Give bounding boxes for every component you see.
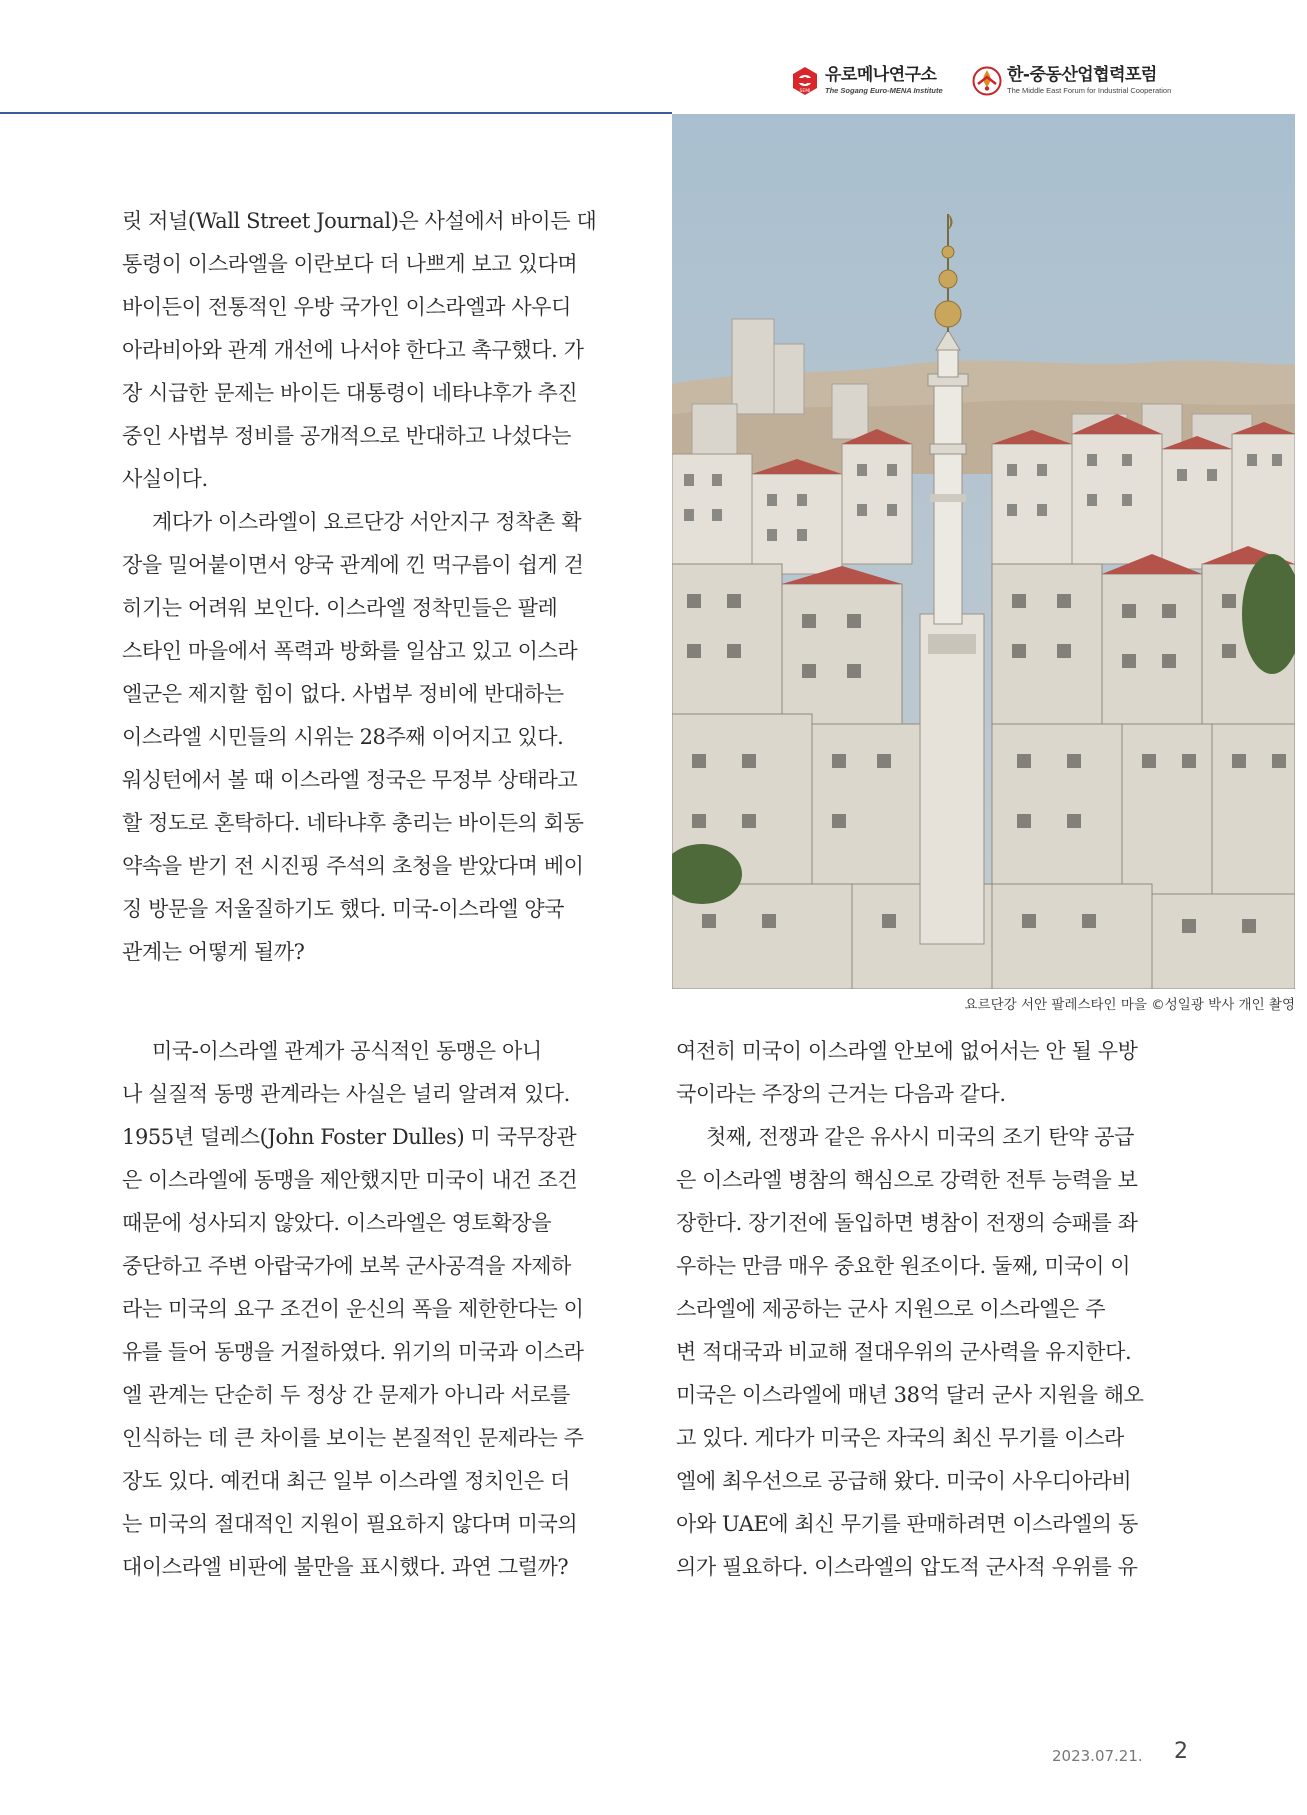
- text-line: 때문에 성사되지 않았다. 이스라엘은 영토확장을: [122, 1211, 552, 1235]
- text-line: 나 실질적 동맹 관계라는 사실은 널리 알려져 있다.: [122, 1082, 570, 1106]
- text-line: 아라비아와 관계 개선에 나서야 한다고 촉구했다. 가: [122, 338, 584, 362]
- text-line: 우하는 만큼 매우 중요한 원조이다. 둘째, 미국이 이: [676, 1254, 1131, 1278]
- text-line: 워싱턴에서 볼 때 이스라엘 정국은 무정부 상태라고: [122, 768, 578, 792]
- text-line: 장 시급한 문제는 바이든 대통령이 네타냐후가 추진: [122, 381, 578, 405]
- text-line: 인식하는 데 큰 차이를 보이는 본질적인 문제라는 주: [122, 1426, 584, 1450]
- text-line: 변 적대국과 비교해 절대우위의 군사력을 유지한다.: [676, 1340, 1132, 1364]
- institute-name: 유로메나연구소: [825, 65, 937, 86]
- text-line: 은 이스라엘 병참의 핵심으로 강력한 전투 능력을 보: [676, 1168, 1138, 1192]
- forum-logo: [972, 66, 1171, 96]
- text-line: 아와 UAE에 최신 무기를 판매하려면 이스라엘의 동: [676, 1512, 1138, 1536]
- text-line: 스타인 마을에서 폭력과 방화를 일삼고 있고 이스라: [122, 639, 578, 663]
- text-line: 국이라는 주장의 근거는 다음과 같다.: [676, 1082, 1006, 1106]
- text-line: 장도 있다. 예컨대 최근 일부 이스라엘 정치인은 더: [122, 1469, 570, 1493]
- text-line: 은 이스라엘에 동맹을 제안했지만 미국이 내건 조건: [122, 1168, 578, 1192]
- text-line: 미국은 이스라엘에 매년 38억 달러 군사 지원을 해오: [676, 1383, 1144, 1407]
- semi-logo-icon: [790, 66, 820, 96]
- text-line: 장을 밀어붙이면서 양국 관계에 낀 먹구름이 쉽게 걷: [122, 553, 584, 577]
- text-line: 히기는 어려워 보인다. 이스라엘 정착민들은 팔레: [122, 596, 558, 620]
- text-line: 할 정도로 혼탁하다. 네타냐후 총리는 바이든의 회동: [122, 811, 584, 835]
- svg-text:SEMI: SEMI: [799, 89, 811, 94]
- institute-subtitle: The Sogang Euro-MENA Institute: [825, 86, 943, 96]
- text-line: 미국-이스라엘 관계가 공식적인 동맹은 아니: [152, 1039, 542, 1063]
- text-line: 징 방문을 저울질하기도 했다. 미국-이스라엘 양국: [122, 897, 565, 921]
- text-line: 라는 미국의 요구 조건이 운신의 폭을 제한한다는 이: [122, 1297, 584, 1321]
- text-line: 사실이다.: [122, 467, 208, 491]
- left-column-top: [122, 200, 640, 974]
- text-line: 엘 관계는 단순히 두 정상 간 문제가 아니라 서로를: [122, 1383, 570, 1407]
- header-rule: [0, 112, 672, 114]
- text-line: 바이든이 전통적인 우방 국가인 이스라엘과 사우디: [122, 295, 571, 319]
- institute-logo: [790, 66, 943, 96]
- left-column-bottom: [122, 1030, 640, 1589]
- text-line: 계다가 이스라엘이 요르단강 서안지구 정착촌 확: [152, 510, 582, 534]
- text-line: 고 있다. 게다가 미국은 자국의 최신 무기를 이스라: [676, 1426, 1124, 1450]
- forum-emblem-icon: [972, 66, 1002, 96]
- text-line: 1955년 덜레스(John Foster Dulles) 미 국무장관: [122, 1125, 577, 1149]
- text-line: 여전히 미국이 이스라엘 안보에 없어서는 안 될 우방: [676, 1039, 1138, 1063]
- right-column: [676, 1030, 1190, 1589]
- text-line: 이스라엘 시민들의 시위는 28주째 이어지고 있다.: [122, 725, 564, 749]
- text-line: 는 미국의 절대적인 지원이 필요하지 않다며 미국의: [122, 1512, 578, 1536]
- photo-caption: 요르단강 서안 팔레스타인 마을 ©성일광 박사 개인 촬영: [964, 997, 1295, 1013]
- page-number: 2: [1174, 1739, 1188, 1764]
- text-line: 장한다. 장기전에 돌입하면 병참이 전쟁의 승패를 좌: [676, 1211, 1138, 1235]
- text-line: 엘에 최우선으로 공급해 왔다. 미국이 사우디아라비: [676, 1469, 1132, 1493]
- footer-date: 2023.07.21.: [1052, 1747, 1143, 1765]
- text-line: 관계는 어떻게 될까?: [122, 940, 305, 964]
- text-line: 첫째, 전쟁과 같은 유사시 미국의 조기 탄약 공급: [706, 1125, 1135, 1149]
- text-line: 통령이 이스라엘을 이란보다 더 나쁘게 보고 있다며: [122, 252, 578, 276]
- forum-subtitle: The Middle East Forum for Industrial Cooperation: [1007, 86, 1172, 96]
- palestinian-village-image: [672, 114, 1295, 989]
- text-line: 의가 필요하다. 이스라엘의 압도적 군사적 우위를 유: [676, 1555, 1138, 1579]
- text-line: 대이스라엘 비판에 불만을 표시했다. 과연 그럴까?: [122, 1555, 569, 1579]
- text-line: 중인 사법부 정비를 공개적으로 반대하고 나섰다는: [122, 424, 571, 448]
- text-line: 스라엘에 제공하는 군사 지원으로 이스라엘은 주: [676, 1297, 1106, 1321]
- forum-name: 한-중동산업협력포럼: [1007, 65, 1157, 86]
- text-line: 유를 들어 동맹을 거절하였다. 위기의 미국과 이스라: [122, 1340, 584, 1364]
- text-line: 릿 저널(Wall Street Journal)은 사설에서 바이든 대: [122, 209, 597, 233]
- article-photo: [672, 114, 1295, 989]
- text-line: 중단하고 주변 아랍국가에 보복 군사공격을 자제하: [122, 1254, 571, 1278]
- text-line: 엘군은 제지할 힘이 없다. 사법부 정비에 반대하는: [122, 682, 564, 706]
- text-line: 약속을 받기 전 시진핑 주석의 초청을 받았다며 베이: [122, 854, 584, 878]
- page-header: [0, 0, 1307, 115]
